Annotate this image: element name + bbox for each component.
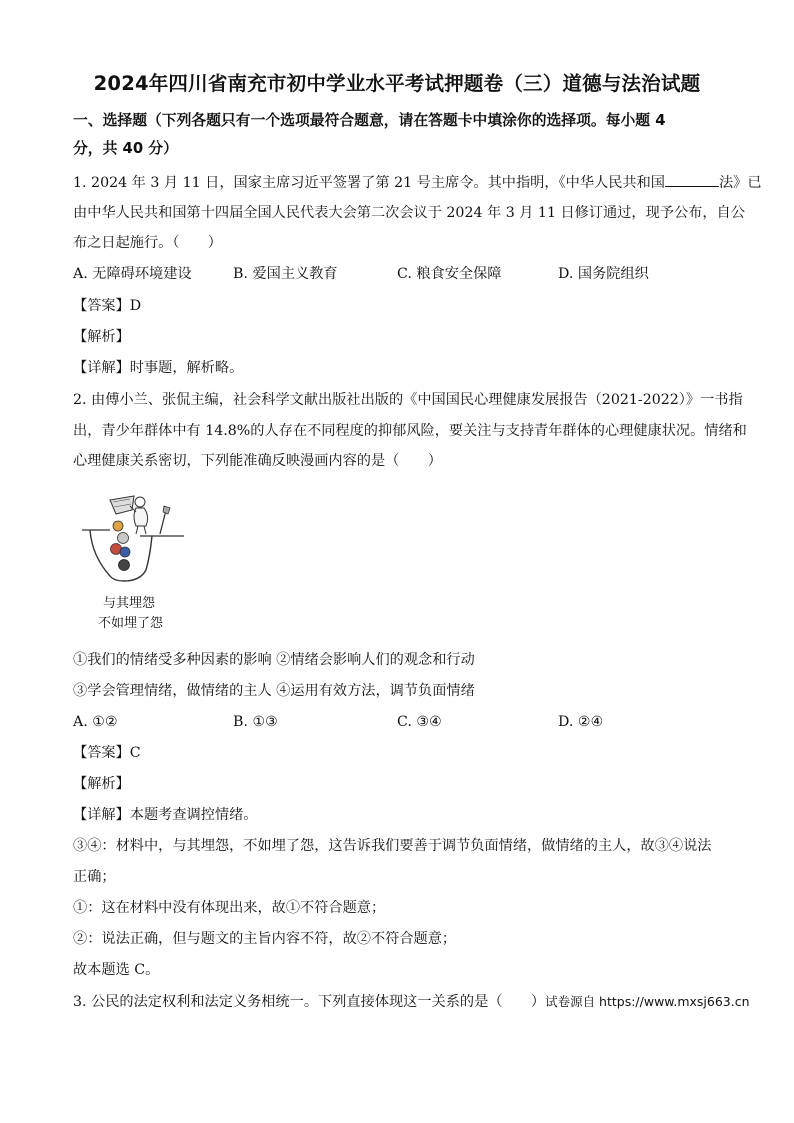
question-1-detail: 【详解】时事题，解析略。 — [73, 360, 244, 376]
section-heading-line2: 分，共 40 分） — [73, 140, 178, 157]
question-2-explanation-1: ③④：材料中，与其埋怨，不如埋了怨，这告诉我们要善于调节负面情绪，做情绪的主人，故③④说法 — [73, 838, 712, 854]
fill-blank — [665, 172, 719, 187]
page-title: 2024年四川省南充市初中学业水平考试押题卷（三）道德与法治试题 — [93, 72, 701, 95]
question-2-explanation-5: 故本题选 C。 — [73, 962, 160, 978]
question-2-explanation-2: 正确； — [73, 869, 116, 885]
question-2-line2: 出，青少年群体中有 14.8%的人存在不同程度的抑郁风险，要关注与支持青年群体的心理健康状况。情绪和 — [73, 423, 747, 439]
question-2-statement-1: ①我们的情绪受多种因素的影响 ②情绪会影响人们的观念和行动 — [73, 652, 475, 668]
source-link[interactable]: 试卷源自 https://www.mxsj663.cn — [545, 994, 750, 1009]
question-1-option-b: B. 爱国主义教育 — [233, 266, 338, 282]
question-2-option-c: C. ③④ — [397, 714, 442, 730]
section-heading-line1: 一、选择题（下列各题只有一个选项最符合题意，请在答题卡中填涂你的选择项。每小题 4 — [73, 112, 666, 129]
question-2-detail: 【详解】本题考查调控情绪。 — [73, 807, 258, 823]
question-2-explanation-4: ②：说法正确，但与题文的主旨内容不符，故②不符合题意； — [73, 931, 457, 947]
question-1-line3: 布之日起施行。（ ） — [73, 235, 222, 251]
question-2-line3: 心理健康关系密切，下列能准确反映漫画内容的是（ ） — [73, 453, 442, 469]
question-3-line1 — [73, 992, 750, 1012]
question-2-analysis: 【解析】 — [73, 776, 130, 792]
question-1-option-c: C. 粮食安全保障 — [397, 266, 502, 282]
question-1-option-d: D. 国务院组织 — [558, 266, 649, 282]
cartoon-caption-1: 与其埋怨 — [103, 596, 156, 611]
question-1-line1 — [73, 172, 762, 193]
cartoon-caption-2: 不如埋了怨 — [98, 616, 164, 631]
question-2-option-a: A. ①② — [73, 714, 118, 730]
question-2-explanation-3: ①：这在材料中没有体现出来，故①不符合题意； — [73, 900, 386, 916]
question-1-text-a: 1. 2024 年 3 月 11 日，国家主席习近平签署了第 21 号主席令。其中指明，《中华人民共和国 — [73, 175, 665, 191]
question-2-option-d: D. ②④ — [558, 714, 604, 730]
question-3-text: 3. 公民的法定权利和法定义务相统一。下列直接体现这一关系的是（ ） — [73, 994, 546, 1010]
question-1-analysis: 【解析】 — [73, 329, 130, 345]
question-1-text-b: 法》已 — [718, 175, 762, 191]
question-1-line2: 由中华人民共和国第十四届全国人民代表大会第二次会议于 2024 年 3 月 11 日修订通过，现予公布，自公 — [73, 205, 745, 221]
question-2-option-b: B. ①③ — [233, 714, 278, 730]
question-2-answer: 【答案】C — [73, 745, 141, 761]
question-1-option-a: A. 无障碍环境建设 — [73, 266, 192, 282]
question-2-statement-2: ③学会管理情绪，做情绪的主人 ④运用有效方法，调节负面情绪 — [73, 683, 475, 699]
question-1-answer: 【答案】D — [73, 298, 142, 314]
question-2-line1: 2. 由傅小兰、张侃主编，社会科学文献出版社出版的《中国国民心理健康发展报告（2021-2022）》一书指 — [73, 392, 743, 408]
